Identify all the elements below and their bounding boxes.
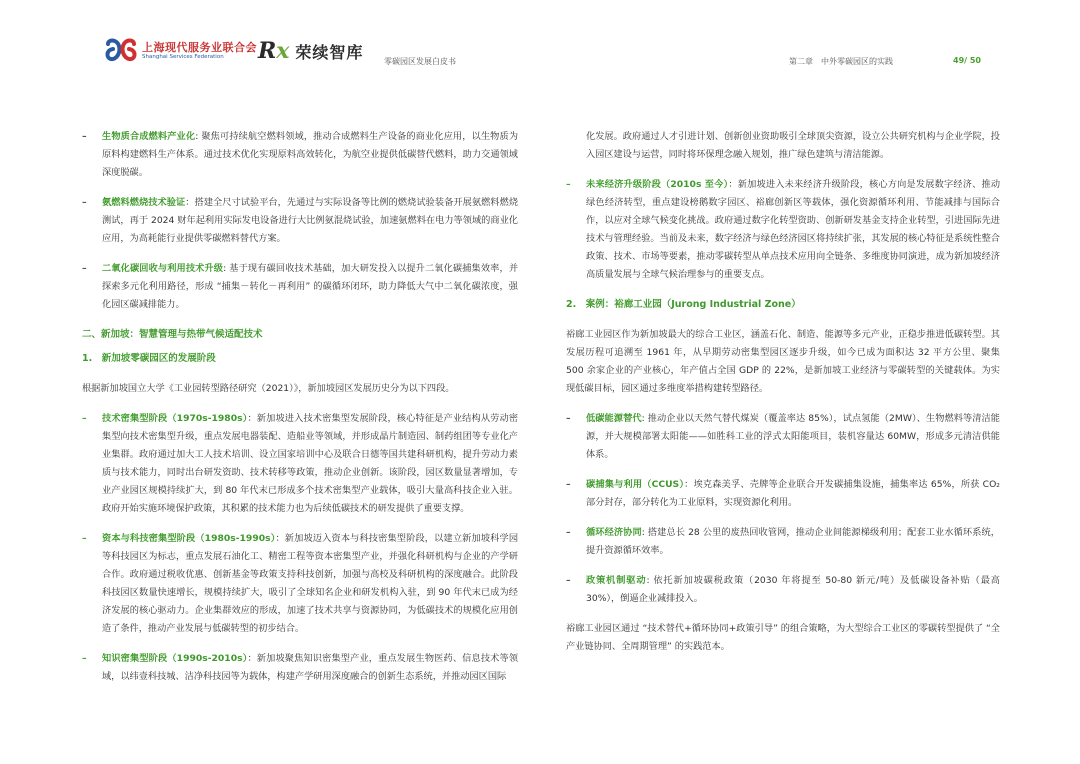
rongxu-logo — [258, 38, 363, 64]
right-column — [566, 128, 1000, 668]
measure-item: – 循环经济协同: 搭建总长 28 公里的废热回收管网，推动企业间能源梯级利用；配套工业水循环系统，提升资源循环效率。 — [566, 524, 1000, 560]
continued-text: 化发展。政府通过人才引进计划、创新创业资助吸引全球顶尖资源，设立公共研究机构与企业学院，投入园区建设与运营，同时将环保理念融入规划，推广绿色建筑与清洁能源。 — [586, 131, 1000, 160]
dash-bullet: – — [566, 413, 571, 424]
measure-item: – 政策机制驱动: 依托新加坡碳税政策（2030 年将提至 50-80 新元/吨）及低碳设备补贴（最高 30%），倒逼企业减排投入。 — [566, 572, 1000, 608]
dash-bullet: – — [82, 197, 87, 208]
stage-item: – 技术密集型阶段（1970s-1980s）：新加坡进入技术密集型发展阶段，核心特征是产业结构从劳动密集型向技术密集型升级，重点发展电器装配、造船业等领域，并形成晶片制造园、制药组团等专业化产业集群。政府通过加大工人技术培训、设立国家培训中心及联合日德等国共建科研机构，提升劳动力素质与技术能力，同时出台研发资助、技术转移等政策，推动企业创新。该阶段，园区数量显著增加，专业产业园区规模持续扩大，到 80 年代末已形成多个技术密集型产业载体，吸引大量高科技企业入驻。政府开始实施环境保护政策，其积累的技术能力也为后续低碳技术的研发提供了重要支撑。 — [82, 410, 518, 518]
stage-item: – 资本与科技密集型阶段（1980s-1990s）：新加坡迈入资本与科技密集型阶段，以建立新加坡科学园等科技园区为标志，重点发展石油化工、精密工程等资本密集型产业，并强化科研机构与企业的产学研合作。政府通过税收优惠、创新基金等政策支持科技创新，加强与高校及科研机构的深度融合。此阶段科技园区数量快速增长，规模持续扩大，吸引了全球知名企业和研发机构入驻，到 90 年代末已成为经济发展的核心驱动力。企业集群效应的形成，加速了技术共享与资源协同，为低碳技术的规模化应用创造了条件，推动产业发展与低碳转型的初步结合。 — [82, 530, 518, 638]
document-title: 零碳园区发展白皮书 — [384, 57, 456, 66]
stage-item: – 知识密集型阶段（1990s-2010s）：新加坡聚焦知识密集型产业，重点发展生物医药、信息技术等领域，以纬壹科技城、洁净科技园等为载体，构建产学研用深度融合的创新生态系统，并推动园区国际 — [82, 650, 518, 686]
page-header — [0, 0, 1080, 80]
left-column — [82, 128, 518, 698]
list-item: – 氨燃料燃烧技术验证：搭建全尺寸试验平台，先通过与实际设备等比例的燃烧试验装备开展氨燃料燃烧测试，再于 2024 财年起利用实际发电设备进行大比例氨混烧试验，加速氨燃料在电力等领域的商业化应用，为高耗能行业提供零碳燃料替代方案。 — [82, 194, 518, 248]
chapter-title: 第二章 中外零碳园区的实践 — [789, 57, 893, 66]
rx-logo-icon: Rx — [258, 38, 290, 64]
section-heading: 二、新加坡：智慧管理与热带气候适配技术 — [82, 329, 263, 340]
dash-bullet: – — [82, 413, 87, 424]
case-heading: 2. 案例：裕廊工业园（Jurong Industrial Zone） — [566, 299, 801, 310]
ssf-logo — [104, 38, 257, 64]
ssf-emblem-icon — [104, 38, 138, 64]
measure-item: – 低碳能源替代: 推动企业以天然气替代煤炭（覆盖率达 85%），试点氢能（2MW）、生物燃料等清洁能源，并大规模部署太阳能——如胜科工业的浮式太阳能项目，装机容量达 60MW，形成多元清洁供能体系。 — [566, 410, 1000, 464]
list-item: – 二氧化碳回收与利用技术升级: 基于现有碳回收技术基础，加大研发投入以提升二氧化碳捕集效率，并探索多元化利用路径，形成 “捕集－转化－再利用” 的碳循环闭环，助力降低大气中二氧化碳浓度，强化园区碳减排能力。 — [82, 260, 518, 314]
dash-bullet: – — [82, 131, 87, 142]
dash-bullet: – — [82, 653, 87, 664]
brand-name: 荣续智库 — [295, 42, 364, 62]
dash-bullet: – — [566, 179, 571, 190]
dash-bullet: – — [566, 479, 571, 490]
org-name-en: Shanghai Services Federation — [142, 53, 224, 60]
org-name-cn: 上海现代服务业联合会 — [142, 40, 257, 54]
stage-item: – 未来经济升级阶段（2010s 至今）：新加坡进入未来经济升级阶段，核心方向是发展数字经济、推动绿色经济转型，重点建设榜鹅数字园区、裕廊创新区等载体，强化资源循环利用、节能减排与国际合作，以应对全球气候变化挑战。政府通过数字化转型资助、创新研发基金支持企业转型，引进国际先进技术与管理经验。当前及未来，数字经济与绿色经济园区将持续扩张，其发展的核心特征是系统性整合政策、技术、市场等要素，推动零碳转型从单点技术应用向全链条、多维度协同演进，成为新加坡经济高质量发展与全球气候治理参与的重要支点。 — [566, 176, 1000, 284]
sub-heading: 1. 新加坡零碳园区的发展阶段 — [82, 353, 216, 364]
case-intro: 裕廊工业园区作为新加坡最大的综合工业区，涵盖石化、制造、能源等多元产业，正稳步推进低碳转型。其发展历程可追溯至 1961 年，从早期劳动密集型园区逐步升级，如今已成为面积达 32 平方公里、聚集 500 余家企业的产业核心，年产值占全国 GDP 的 22%，是新加坡工业经济与零碳转型的关键载体。为实现低碳目标，园区通过多维度举措构建转型路径。 — [566, 329, 1000, 394]
dash-bullet: – — [566, 575, 571, 586]
dash-bullet: – — [82, 263, 87, 274]
list-item: – 生物质合成燃料产业化: 聚焦可持续航空燃料领域，推动合成燃料生产设备的商业化应用，以生物质为原料构建燃料生产体系。通过技术优化实现原料高效转化，为航空业提供低碳替代燃料，助力交通领域深度脱碳。 — [82, 128, 518, 182]
intro-paragraph: 根据新加坡国立大学《工业园转型路径研究（2021）》，新加坡园区发展历史分为以下四段。 — [82, 383, 455, 394]
page-number: 49/ 50 — [953, 56, 981, 65]
closing-paragraph: 裕廊工业园区通过 “技术替代+循环协同+政策引导” 的组合策略，为大型综合工业区的零碳转型提供了 “全产业链协同、全周期管理” 的实践范本。 — [566, 623, 1000, 652]
dash-bullet: – — [82, 533, 87, 544]
measure-item: – 碳捕集与利用（CCUS）：埃克森美孚、壳牌等企业联合开发碳捕集设施，捕集率达 65%，所获 CO₂ 部分封存，部分转化为工业原料，实现资源化利用。 — [566, 476, 1000, 512]
dash-bullet: – — [566, 527, 571, 538]
